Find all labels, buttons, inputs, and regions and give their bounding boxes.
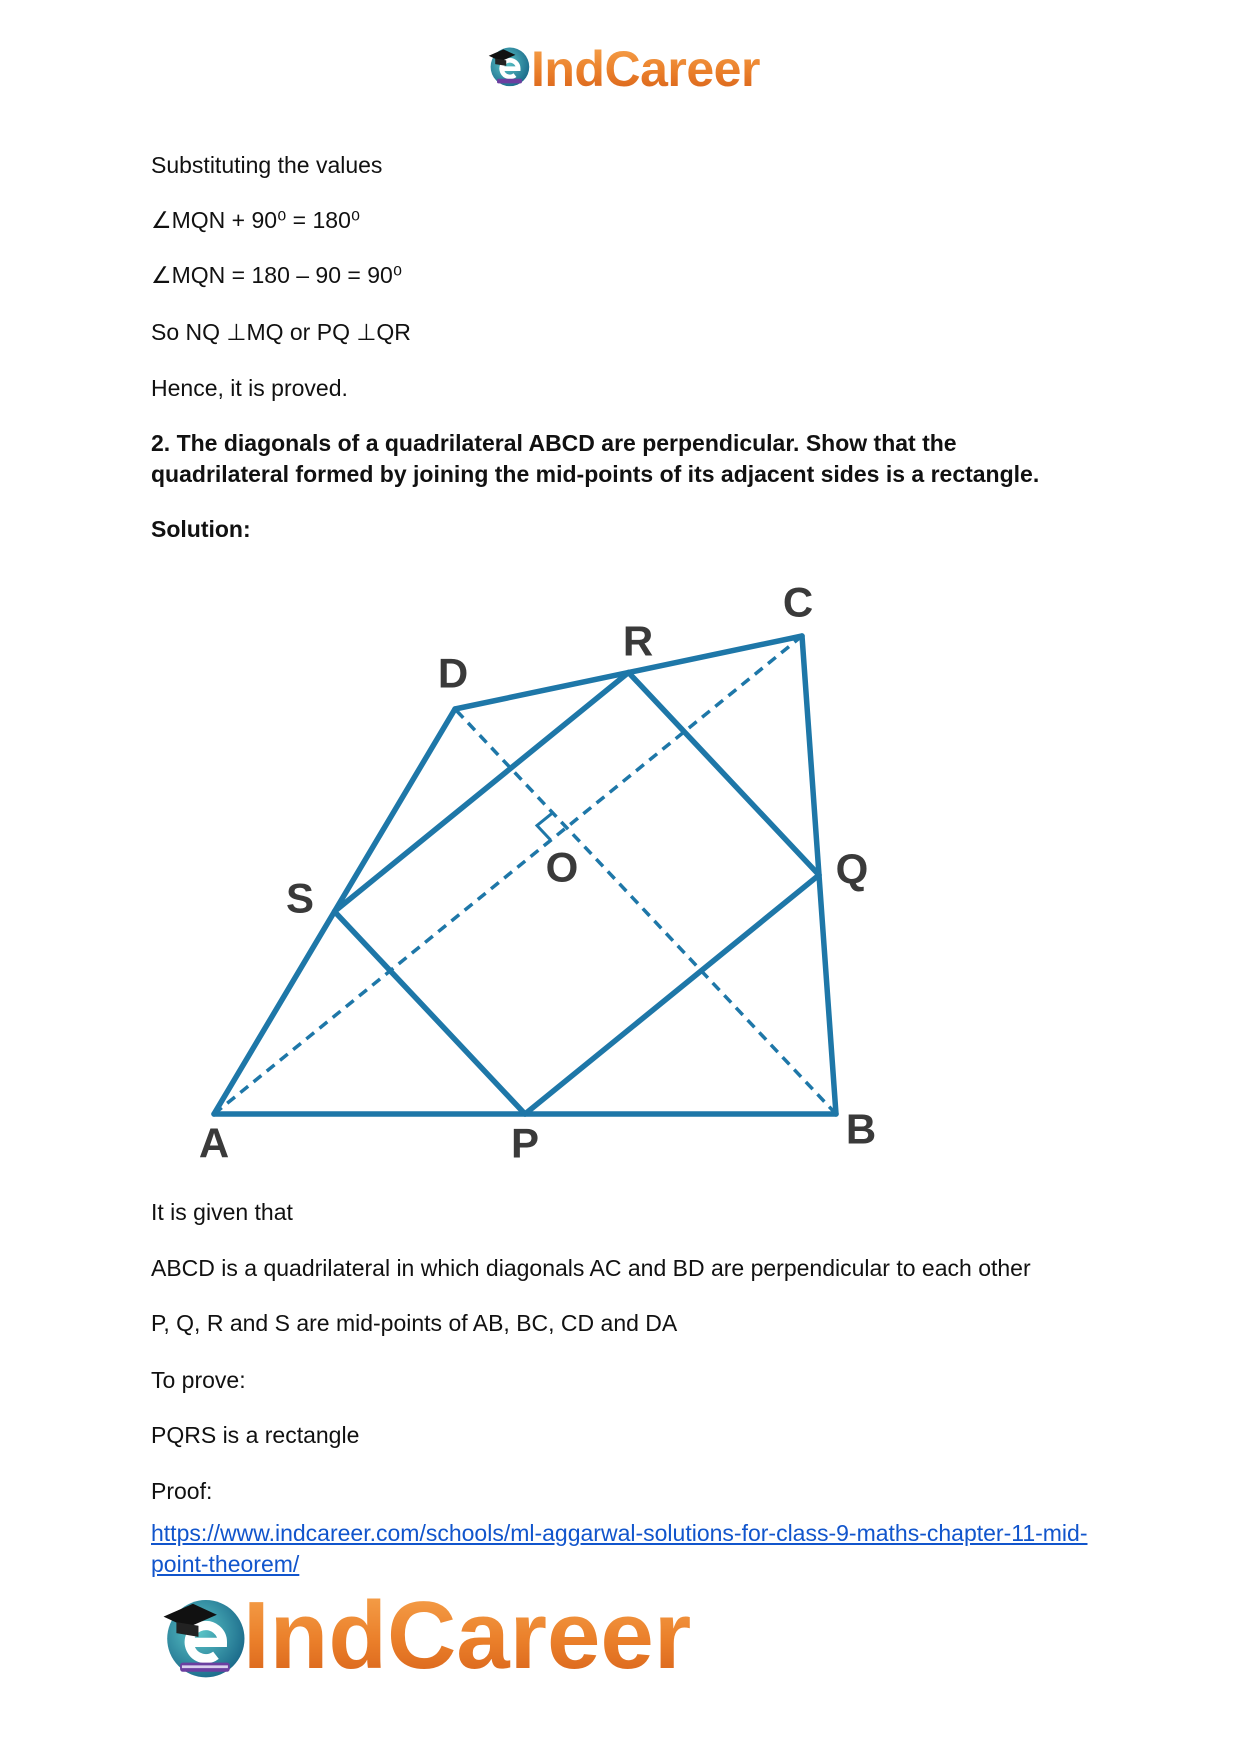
text-line: Substituting the values (151, 152, 383, 178)
question-line: quadrilateral formed by joining the mid-points of its adjacent sides is a rectangle. (151, 460, 1040, 487)
question-text (151, 428, 1039, 489)
equation-line: ∠MQN + 90⁰ = 180⁰ (151, 207, 361, 233)
right-angle-mark (537, 813, 553, 840)
vertex-label-c: C (782, 578, 814, 626)
text-line: ABCD is a quadrilateral in which diagonals AC and BD are perpendicular to each other (151, 1255, 1031, 1281)
equation-line: ∠MQN = 180 – 90 = 90⁰ (151, 262, 403, 288)
source-link-anchor[interactable] (151, 1518, 1088, 1579)
segment-qr (629, 673, 820, 876)
solution-heading: Solution: (151, 516, 251, 542)
logo-icon (486, 42, 532, 88)
quadrilateral-diagram (170, 570, 900, 1170)
segment-rs (335, 673, 629, 912)
midpoint-label-p: P (510, 1119, 540, 1167)
midpoint-label-q: Q (835, 845, 869, 893)
vertex-label-b: B (845, 1105, 877, 1153)
link-line: point-theorem/ (151, 1550, 300, 1577)
logo-text: IndCareer (243, 1582, 692, 1689)
midpoint-label-r: R (622, 617, 654, 665)
text-line: So NQ ⊥MQ or PQ ⊥QR (151, 319, 411, 345)
logo-icon (158, 1589, 250, 1681)
midpoint-label-s: S (285, 874, 315, 922)
text-line: It is given that (151, 1199, 293, 1225)
segment-pq (525, 875, 819, 1114)
text-line: Hence, it is proved. (151, 375, 348, 401)
vertex-label-d: D (437, 649, 469, 697)
link-line: https://www.indcareer.com/schools/ml-aggarwal-solutions-for-class-9-maths-chapter-11-mid- (151, 1520, 1088, 1546)
text-line: To prove: (151, 1367, 246, 1393)
text-line: PQRS is a rectangle (151, 1422, 360, 1448)
text-line: P, Q, R and S are mid-points of AB, BC, CD and DA (151, 1310, 678, 1336)
vertex-label-a: A (198, 1119, 230, 1167)
question-line: 2. The diagonals of a quadrilateral ABCD are perpendicular. Show that the (151, 430, 957, 456)
center-label-o: O (545, 843, 579, 891)
text-line: Proof: (151, 1478, 213, 1504)
logo-text: IndCareer (531, 41, 760, 97)
segment-sp (335, 912, 526, 1115)
source-link (151, 1518, 1088, 1579)
